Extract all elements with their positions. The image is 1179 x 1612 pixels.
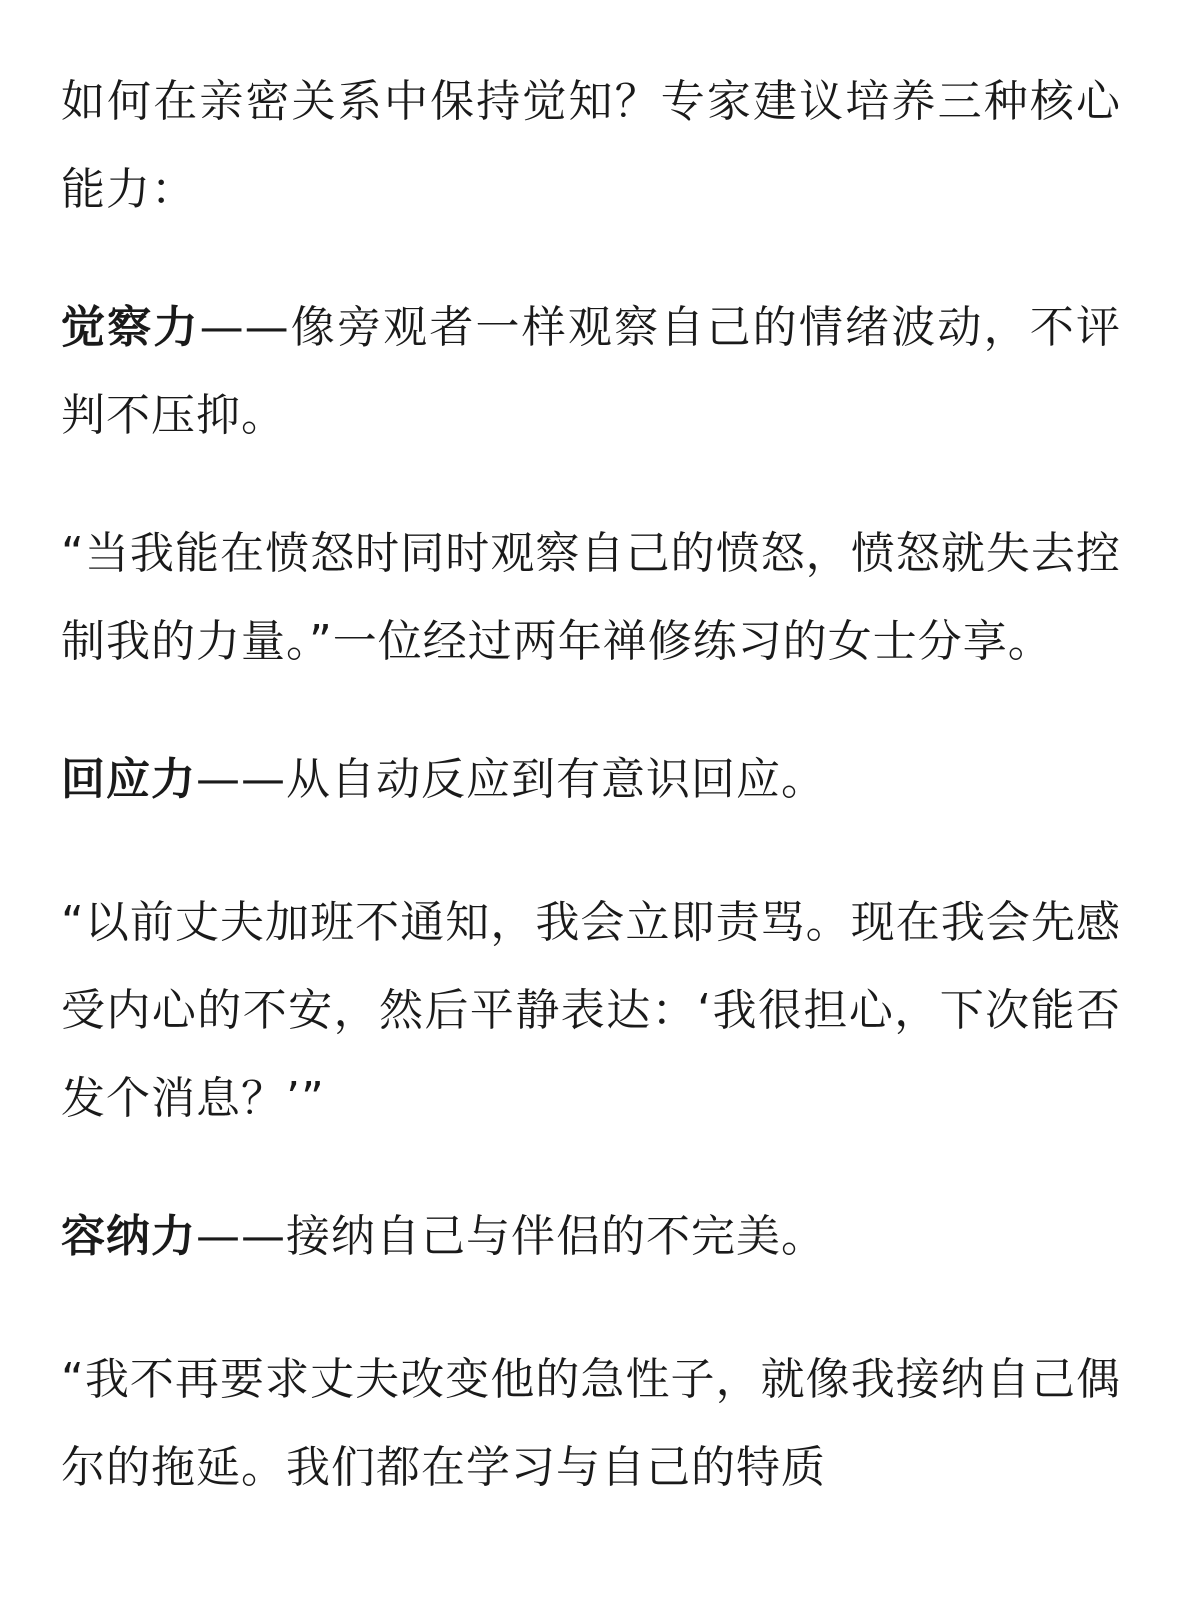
section-acceptance-quote: “我不再要求丈夫改变他的急性子，就像我接纳自己偶尔的拖延。我们都在学习与自己的特质 xyxy=(61,1354,1121,1493)
section-response-heading xyxy=(61,736,1121,824)
dash: —— xyxy=(196,1211,286,1262)
intro-paragraph: 如何在亲密关系中保持觉知？专家建议培养三种核心能力： xyxy=(61,76,1121,215)
section-response-desc: 从自动反应到有意识回应。 xyxy=(286,754,826,805)
section-acceptance-desc: 接纳自己与伴侣的不完美。 xyxy=(286,1211,826,1262)
section-awareness-heading xyxy=(61,284,1121,460)
dash: —— xyxy=(199,302,290,353)
dash: —— xyxy=(196,754,286,805)
section-awareness-quote: “当我能在愤怒时同时观察自己的愤怒，愤怒就失去控制我的力量。”一位经过两年禅修练习的女士分享。 xyxy=(61,528,1121,667)
term-acceptance: 容纳力 xyxy=(61,1211,196,1262)
section-awareness-desc: 像旁观者一样观察自己的情绪波动，不评判不压抑。 xyxy=(61,302,1122,441)
term-awareness: 觉察力 xyxy=(61,302,200,353)
section-acceptance-heading xyxy=(61,1193,1121,1281)
article-body xyxy=(61,58,1121,1512)
term-response: 回应力 xyxy=(61,754,196,805)
section-response-quote: “以前丈夫加班不通知，我会立即责骂。现在我会先感受内心的不安，然后平静表达：‘我很担心，下次能否发个消息？’” xyxy=(61,897,1121,1124)
